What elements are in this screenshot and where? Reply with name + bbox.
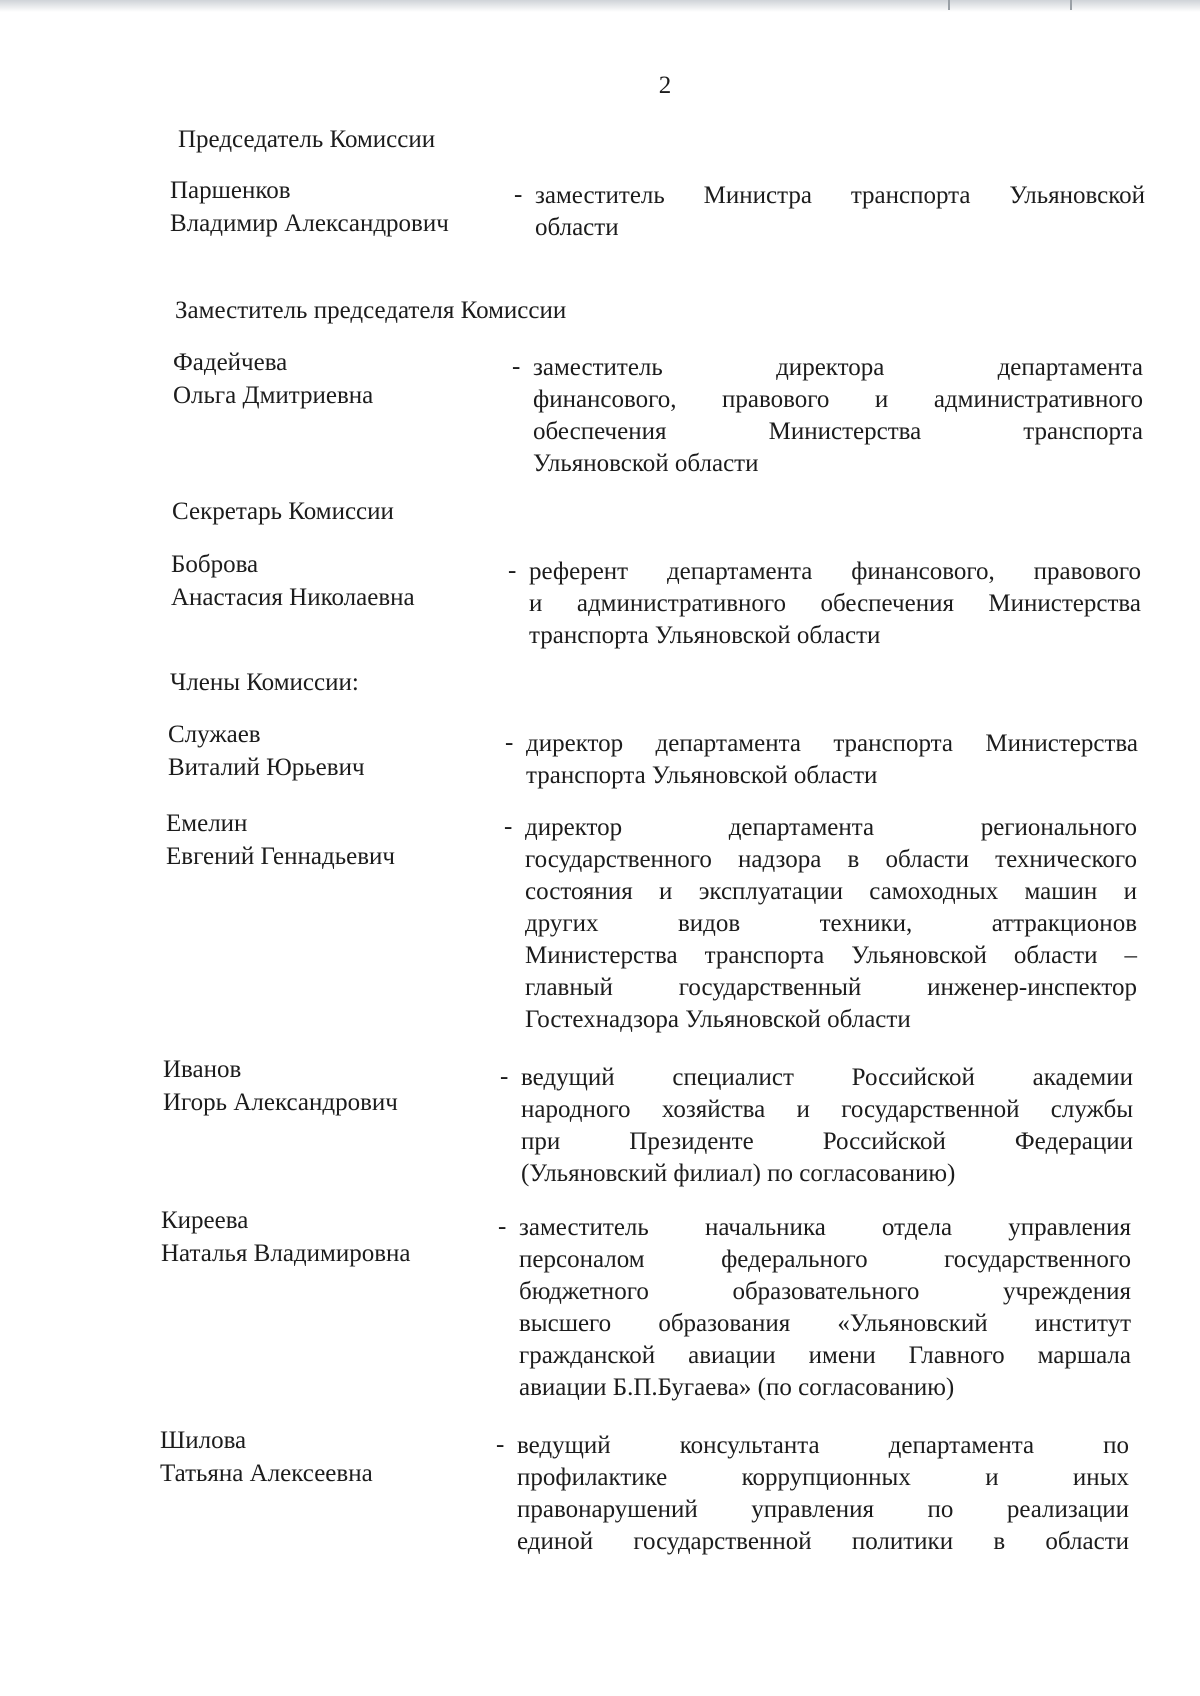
scan-mark xyxy=(948,0,950,10)
dash: - xyxy=(505,729,514,756)
member-name xyxy=(160,1424,490,1490)
member-name xyxy=(170,174,500,240)
position-line: персоналом федерального государственного xyxy=(519,1246,1131,1273)
member-surname: Емелин xyxy=(166,810,248,837)
dash: - xyxy=(500,1063,509,1090)
member-position xyxy=(526,728,1138,792)
member-position xyxy=(517,1430,1129,1558)
scan-edge xyxy=(0,0,1200,12)
section-heading-deputy: Заместитель председателя Комиссии xyxy=(175,297,567,324)
dash: - xyxy=(504,813,513,840)
position-line: Гостехнадзора Ульяновской области xyxy=(525,1006,911,1033)
member-position xyxy=(535,180,1145,244)
dash: - xyxy=(512,353,521,380)
position-line: заместитель Министра транспорта Ульяновской xyxy=(535,182,1145,209)
position-line: директор департамента транспорта Министерства xyxy=(526,730,1138,757)
section-heading-secretary: Секретарь Комиссии xyxy=(172,498,394,525)
position-line: директор департамента регионального xyxy=(525,814,1137,841)
member-name xyxy=(173,346,503,412)
position-line: главный государственный инженер-инспектор xyxy=(525,974,1137,1001)
position-line: транспорта Ульяновской области xyxy=(529,622,881,649)
position-line: финансового, правового и административного xyxy=(533,386,1143,413)
member-name xyxy=(168,718,498,784)
member-name xyxy=(161,1204,491,1270)
member-surname: Боброва xyxy=(171,551,259,578)
position-line: ведущий специалист Российской академии xyxy=(521,1064,1133,1091)
member-position xyxy=(521,1062,1133,1190)
position-line: референт департамента финансового, правового xyxy=(529,558,1141,585)
position-line: при Президенте Российской Федерации xyxy=(521,1128,1133,1155)
member-surname: Иванов xyxy=(163,1056,242,1083)
position-line: обеспечения Министерства транспорта xyxy=(533,418,1143,445)
position-line: заместитель директора департамента xyxy=(533,354,1143,381)
member-given-name: Наталья Владимировна xyxy=(161,1240,411,1267)
page-number: 2 xyxy=(658,72,672,99)
position-line: единой государственной политики в области xyxy=(517,1528,1129,1555)
position-line: заместитель начальника отдела управления xyxy=(519,1214,1131,1241)
position-line: ведущий консультанта департамента по xyxy=(517,1432,1129,1459)
member-surname: Служаев xyxy=(168,721,261,748)
member-given-name: Евгений Геннадьевич xyxy=(166,843,395,870)
position-line: других видов техники, аттракционов xyxy=(525,910,1137,937)
position-line: бюджетного образовательного учреждения xyxy=(519,1278,1131,1305)
position-line: гражданской авиации имени Главного маршала xyxy=(519,1342,1131,1369)
position-line: народного хозяйства и государственной службы xyxy=(521,1096,1133,1123)
position-line: профилактике коррупционных и иных xyxy=(517,1464,1129,1491)
section-heading-members: Члены Комиссии: xyxy=(170,669,359,696)
position-line: правонарушений управления по реализации xyxy=(517,1496,1129,1523)
dash: - xyxy=(498,1213,507,1240)
member-given-name: Анастасия Николаевна xyxy=(171,584,415,611)
member-position xyxy=(529,556,1141,652)
member-name xyxy=(166,807,496,873)
member-surname: Паршенков xyxy=(170,177,291,204)
member-surname: Шилова xyxy=(160,1427,247,1454)
dash: - xyxy=(514,181,523,208)
member-given-name: Ольга Дмитриевна xyxy=(173,382,374,409)
member-given-name: Татьяна Алексеевна xyxy=(160,1460,373,1487)
member-given-name: Владимир Александрович xyxy=(170,210,449,237)
member-position xyxy=(519,1212,1131,1404)
scan-mark xyxy=(1070,0,1072,10)
member-position xyxy=(525,812,1137,1036)
section-heading-chairman: Председатель Комиссии xyxy=(178,126,436,153)
position-line: области xyxy=(535,214,619,241)
position-line: (Ульяновский филиал) по согласованию) xyxy=(521,1160,956,1187)
position-line: транспорта Ульяновской области xyxy=(526,762,878,789)
position-line: высшего образования «Ульяновский институт xyxy=(519,1310,1131,1337)
position-line: состояния и эксплуатации самоходных машин и xyxy=(525,878,1137,905)
position-line: государственного надзора в области технического xyxy=(525,846,1137,873)
dash: - xyxy=(496,1431,505,1458)
position-line: и административного обеспечения Министерства xyxy=(529,590,1141,617)
member-surname: Киреева xyxy=(161,1207,249,1234)
member-position xyxy=(533,352,1143,480)
position-line: авиации Б.П.Бугаева» (по согласованию) xyxy=(519,1374,955,1401)
dash: - xyxy=(508,557,517,584)
member-surname: Фадейчева xyxy=(173,349,288,376)
position-line: Ульяновской области xyxy=(533,450,759,477)
member-given-name: Виталий Юрьевич xyxy=(168,754,365,781)
member-given-name: Игорь Александрович xyxy=(163,1089,398,1116)
member-name xyxy=(171,548,501,614)
member-name xyxy=(163,1053,493,1119)
position-line: Министерства транспорта Ульяновской области – xyxy=(525,942,1137,969)
